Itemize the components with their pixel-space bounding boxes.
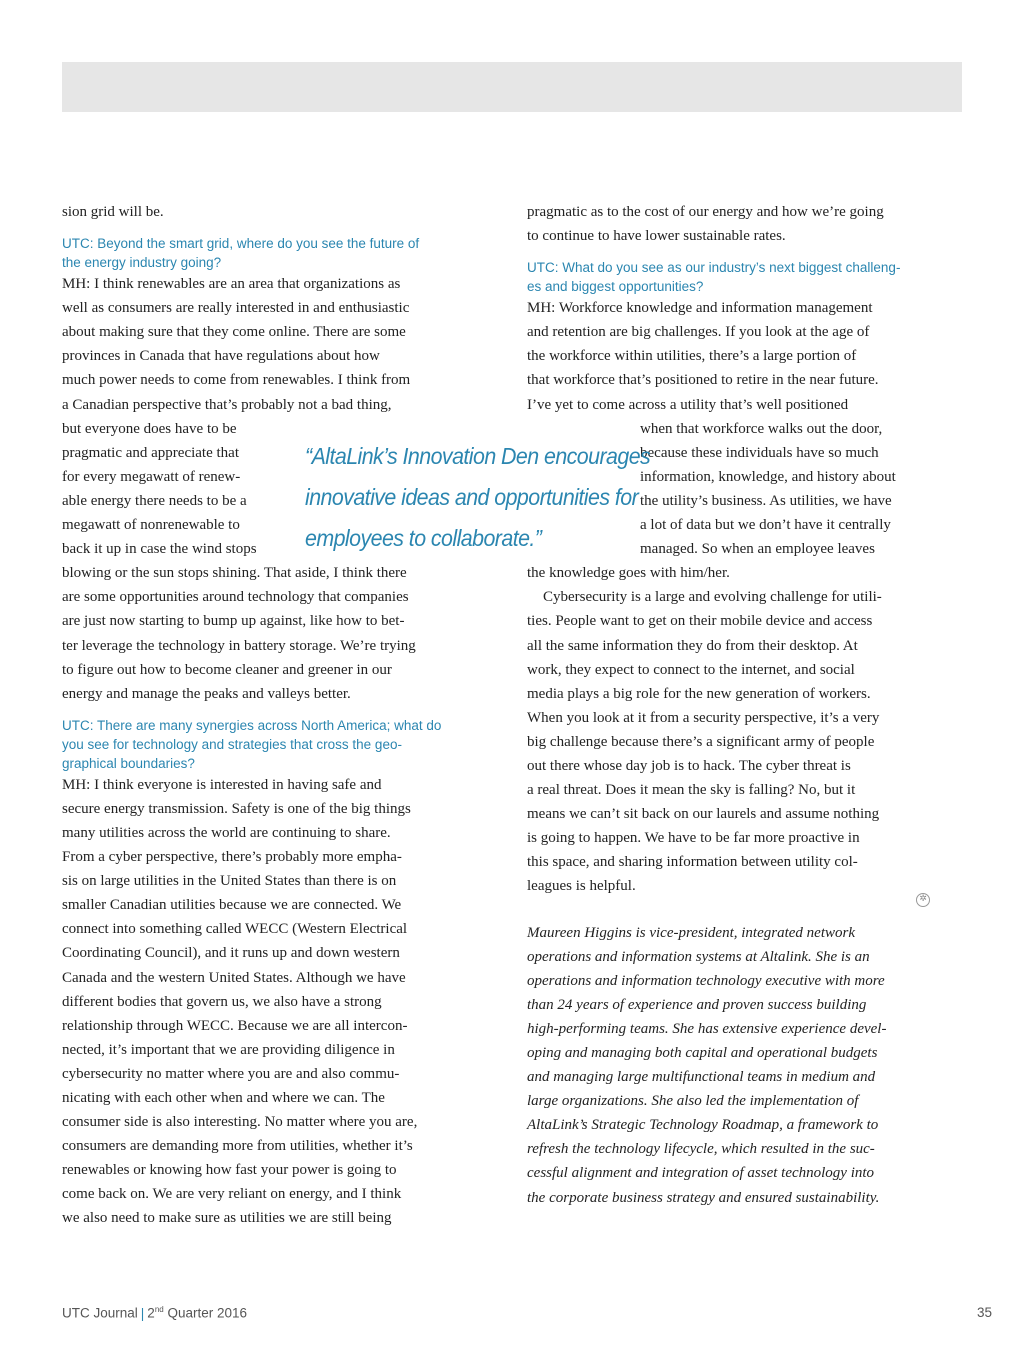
end-mark-icon: ✲ (916, 893, 930, 907)
text-line: UTC: There are many synergies across North America; what do (62, 717, 442, 733)
text-line: we also need to make sure as utilities we are still being (62, 1210, 392, 1227)
text-line: nicating with each other when and where we can. The (62, 1090, 385, 1106)
text-line: pragmatic as to the cost of our energy and how we’re going (527, 204, 884, 220)
text-line: employees to collaborate.” (305, 525, 542, 551)
text-line: different bodies that govern us, we also have a strong (62, 993, 382, 1010)
text-line: AltaLink’s Strategic Technology Roadmap, a framework to (527, 1117, 879, 1134)
text-line: out there whose day job is to hack. The cyber threat is (527, 757, 851, 774)
page-footer (62, 1305, 992, 1321)
text-line: Canada and the western United States. Although we have (62, 969, 406, 986)
text-line: ties. People want to get on their mobile device and access (527, 613, 873, 630)
text-line: UTC: Beyond the smart grid, where do you see the future of (62, 236, 420, 252)
text-line: than 24 years of experience and proven success building (527, 996, 867, 1013)
text-line: Cybersecurity is a large and evolving challenge for utili- (543, 589, 882, 606)
quarter-number: 2 (147, 1305, 155, 1321)
text-line: are some opportunities around technology that companies (62, 589, 409, 606)
text-line: large organizations. She also led the implementation of (527, 1093, 859, 1110)
text-line: come back on. We are very reliant on energy, and I think (62, 1186, 402, 1203)
text-line: means we can’t sit back on our laurels and assume nothing (527, 806, 880, 823)
text-line: consumer side is also interesting. No matter where you are, (62, 1114, 418, 1131)
text-line: I’ve yet to come across a utility that’s well positioned (527, 396, 849, 413)
question-heading (527, 258, 937, 296)
text-line: sis on large utilities in the United States than there is on (62, 873, 397, 890)
quarter-label: Quarter 2016 (167, 1305, 248, 1321)
text-line: because these individuals have so much (640, 444, 879, 461)
text-line: pragmatic and appreciate that (62, 444, 239, 461)
text-line: oping and managing both capital and operational budgets (527, 1045, 878, 1061)
text-line: relationship through WECC. Because we are all intercon- (62, 1017, 408, 1034)
text-line: MH: I think everyone is interested in having safe and (62, 776, 382, 793)
text-line: consumers are demanding more from utilities, whether it’s (62, 1138, 413, 1155)
question-heading (62, 234, 472, 272)
text-line: back it up in case the wind stops (62, 541, 257, 558)
paragraph (527, 200, 937, 248)
text-line: you see for technology and strategies that cross the geo- (62, 736, 402, 752)
text-line: nected, it’s important that we are providing diligence in (62, 1041, 395, 1058)
text-line: about making sure that they come online. There are some (62, 324, 406, 341)
text-line: well as consumers are really interested in and enthusiastic (62, 300, 410, 317)
text-line: media plays a big role for the new generation of workers. (527, 685, 871, 702)
text-line: megawatt of nonrenewable to (62, 517, 240, 534)
text-line: many utilities across the world are continuing to share. (62, 824, 391, 841)
text-line: information, knowledge, and history about (640, 468, 896, 485)
text-line: MH: I think renewables are an area that organizations as (62, 276, 401, 293)
text-line: to figure out how to become cleaner and greener in our (62, 661, 392, 678)
text-line: renewables or knowing how fast your power is going to (62, 1162, 397, 1179)
text-line: MH: Workforce knowledge and information management (527, 300, 873, 317)
text-line: able energy there needs to be a (62, 492, 247, 509)
text-line: to continue to have lower sustainable rates. (527, 228, 786, 245)
text-line: secure energy transmission. Safety is one of the big things (62, 800, 411, 817)
text-line: and managing large multifunctional teams in medium and (527, 1069, 876, 1086)
paragraph (62, 200, 472, 224)
footer-separator: | (140, 1305, 145, 1321)
text-line: cessful alignment and integration of asset technology into (527, 1165, 875, 1182)
text-line: that workforce that’s positioned to retire in the near future. (527, 372, 879, 389)
text-line: blowing or the sun stops shining. That aside, I think there (62, 565, 407, 582)
text-line: smaller Canadian utilities because we are connected. We (62, 897, 402, 914)
text-line: sion grid will be. (62, 204, 164, 220)
text-line: energy and manage the peaks and valleys better. (62, 685, 351, 702)
text-line: a Canadian perspective that’s probably not a bad thing, (62, 396, 392, 413)
text-line: this space, and sharing information between utility col- (527, 854, 858, 871)
text-line: From a cyber perspective, there’s probably more empha- (62, 849, 402, 866)
text-line: leagues is helpful. (527, 878, 636, 895)
text-line: and retention are big challenges. If you look at the age of (527, 324, 870, 341)
answer-paragraph (527, 585, 937, 898)
text-line: but everyone does have to be (62, 420, 237, 437)
page-number: 35 (976, 1305, 992, 1320)
text-line: graphical boundaries? (62, 755, 195, 771)
text-line: refresh the technology lifecycle, which resulted in the suc- (527, 1141, 875, 1158)
text-line: managed. So when an employee leaves (640, 541, 875, 558)
text-line: is going to happen. We have to be far more proactive in (527, 830, 860, 847)
text-line: when that workforce walks out the door, (640, 420, 883, 437)
text-line: connect into something called WECC (Western Electrical (62, 921, 408, 938)
text-line: the workforce within utilities, there’s a large portion of (527, 348, 857, 365)
text-line: big challenge because there’s a significant army of people (527, 733, 875, 750)
text-line: the corporate business strategy and ensured sustainability. (527, 1189, 880, 1206)
text-line: es and biggest opportunities? (527, 279, 704, 295)
text-line: When you look at it from a security perspective, it’s a very (527, 709, 880, 726)
text-line: ter leverage the technology in battery storage. We’re trying (62, 637, 416, 654)
text-line: much power needs to come from renewables. I think from (62, 372, 411, 389)
text-line: are just now starting to bump up against, like how to bet- (62, 613, 405, 630)
text-line: for every megawatt of renew- (62, 468, 241, 485)
header-band (62, 62, 962, 112)
text-line: operations and information technology executive with more (527, 972, 885, 989)
text-line: Coordinating Council), and it runs up and down western (62, 945, 400, 962)
journal-name: UTC Journal (62, 1305, 138, 1321)
text-line: Maureen Higgins is vice-president, integrated network (527, 924, 855, 941)
right-column (527, 200, 937, 1210)
text-line: “AltaLink’s Innovation Den encourages (305, 443, 651, 469)
text-line: a lot of data but we don’t have it centrally (640, 517, 891, 534)
author-bio (527, 921, 937, 1210)
text-line: the energy industry going? (62, 255, 222, 271)
text-line: operations and information systems at Altalink. She is an (527, 948, 870, 965)
quarter-suffix: nd (154, 1305, 164, 1314)
text-line: provinces in Canada that have regulations about how (62, 348, 380, 365)
text-line: innovative ideas and opportunities for (305, 484, 639, 510)
text-line: high-performing teams. She has extensive experience devel- (527, 1020, 887, 1037)
question-heading (62, 716, 472, 773)
answer-paragraph (62, 773, 472, 1231)
text-line: the knowledge goes with him/her. (527, 565, 730, 582)
text-line: UTC: What do you see as our industry’s next biggest challeng- (527, 260, 901, 276)
text-line: cybersecurity no matter where you are and also commu- (62, 1065, 400, 1082)
left-column (62, 200, 472, 1231)
text-line: a real threat. Does it mean the sky is falling? No, but it (527, 782, 856, 799)
text-line: all the same information they do from their desktop. At (527, 637, 858, 654)
text-line: work, they expect to connect to the internet, and social (527, 661, 855, 678)
text-line: the utility’s business. As utilities, we have (640, 492, 892, 509)
pull-quote (305, 436, 651, 559)
